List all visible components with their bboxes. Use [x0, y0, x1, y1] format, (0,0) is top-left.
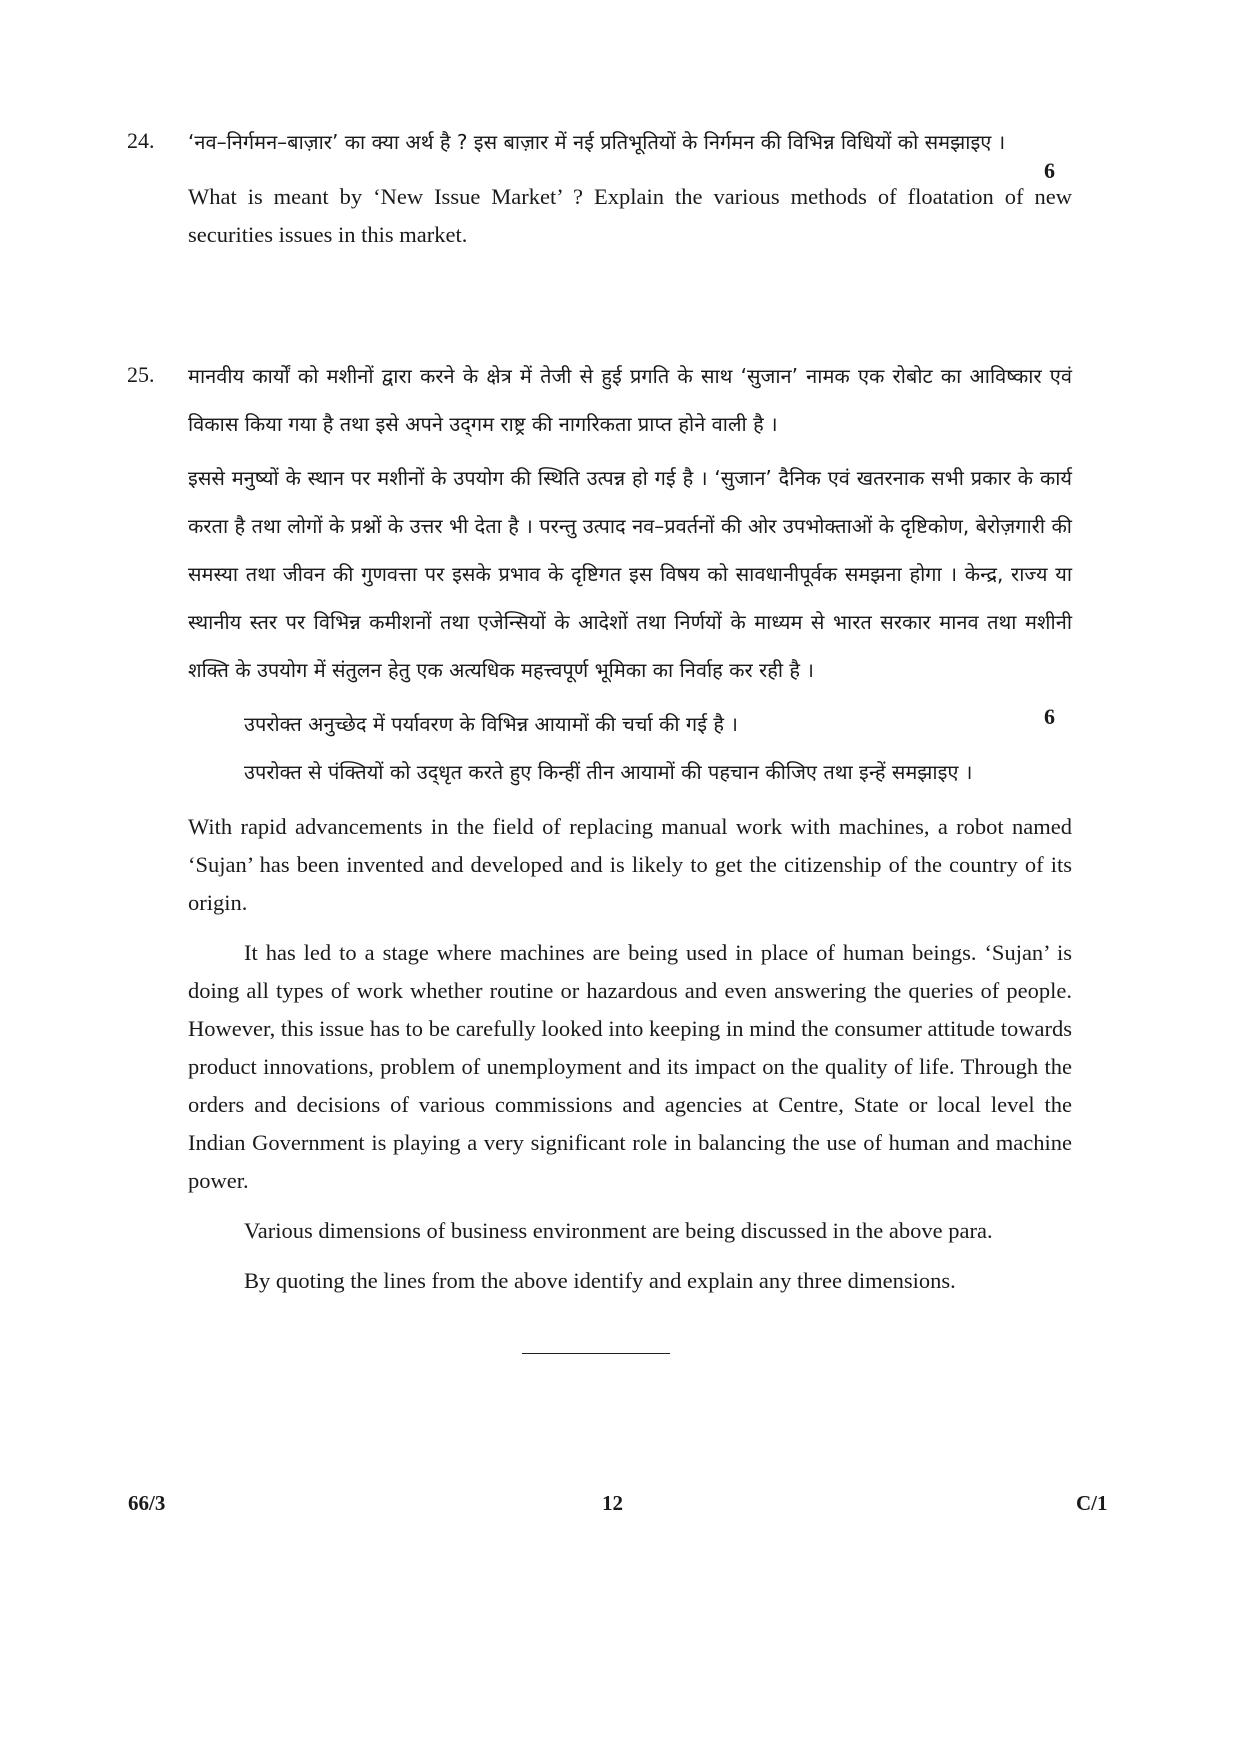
set-code: C/1 [1076, 1491, 1108, 1515]
question-number: 24. [127, 128, 155, 153]
question-text-hindi-p1: मानवीय कार्यों को मशीनों द्वारा करने के क्षेत्र में तेजी से हुई प्रगति के साथ ‘सुजान’ नामक एक रोबोट का आविष्कार एवं विकास किया गया है तथा इसे अपने उद्‌गम राष्ट्र की नागरिकता प्राप्त होने वाली है । [188, 364, 1072, 436]
question-body [188, 352, 1072, 1300]
question-text-english: What is meant by ‘New Issue Market’ ? Explain the various methods of floatation of new securities issues in this market. [188, 184, 1072, 247]
marks: 6 [1044, 704, 1055, 729]
question-text-english-p2: It has led to a stage where machines are being used in place of human beings. ‘Sujan’ is doing all types of work whether routine or hazardous and even answering the queries of people. However, this issue has to be carefully looked into keeping in mind the consumer attitude towards product innovations, problem of unemployment and its impact on the quality of life. Through the orders and decisions of various commissions and agencies at Centre, State or local level the Indian Government is playing a very significant role in balancing the use of human and machine power. [188, 940, 1072, 1193]
question-text-english-p4: By quoting the lines from the above identify and explain any three dimensions. [244, 1268, 956, 1293]
question-text-hindi-p4: उपरोक्त से पंक्तियों को उद्‌धृत करते हुए किन्हीं तीन आयामों की पहचान कीजिए तथा इन्हें समझाइए । [244, 760, 973, 784]
end-rule [522, 1353, 670, 1354]
question-text-hindi-p2: इससे मनुष्यों के स्थान पर मशीनों के उपयोग की स्थिति उत्पन्न हो गई है । ‘सुजान’ दैनिक एवं खतरनाक सभी प्रकार के कार्य करता है तथा लोगों के प्रश्नों के उत्तर भी देता है । परन्तु उत्पाद नव–प्रवर्तनों की ओर उपभोक्ताओं के दृष्टिकोण, बेरोज़गारी की समस्या तथा जीवन की गुणवत्ता पर इसके प्रभाव के दृष्टिगत इस विषय को सावधानीपूर्वक समझना होगा । केन्द्र, राज्य या स्थानीय स्तर पर विभिन्न कमीशनों तथा एजेन्सियों के आदेशों तथा निर्णयों के माध्यम से भारत सरकार मानव तथा मशीनी शक्ति के उपयोग में संतुलन हेतु एक अत्यधिक महत्त्वपूर्ण भूमिका का निर्वाह कर रही है । [188, 466, 1072, 682]
paper-code: 66/3 [128, 1491, 166, 1515]
marks: 6 [1044, 158, 1055, 183]
question-text-english-p3: Various dimensions of business environment are being discussed in the above para. [244, 1218, 993, 1243]
question-text-hindi: ‘नव–निर्गमन–बाज़ार’ का क्या अर्थ है ? इस बाज़ार में नई प्रतिभूतियों के निर्गमन की विभिन्न विधियों को समझाइए । [188, 130, 1006, 154]
question-number: 25. [127, 362, 155, 387]
question-body [188, 118, 1072, 254]
question-text-english-p1: With rapid advancements in the field of replacing manual work with machines, a robot named ‘Sujan’ has been invented and developed and is likely to get the citizenship of the country of its origin. [188, 814, 1072, 915]
question-text-hindi-p3: उपरोक्त अनुच्छेद में पर्यावरण के विभिन्न आयामों की चर्चा की गई है । [244, 712, 738, 736]
page-number: 12 [602, 1491, 623, 1515]
